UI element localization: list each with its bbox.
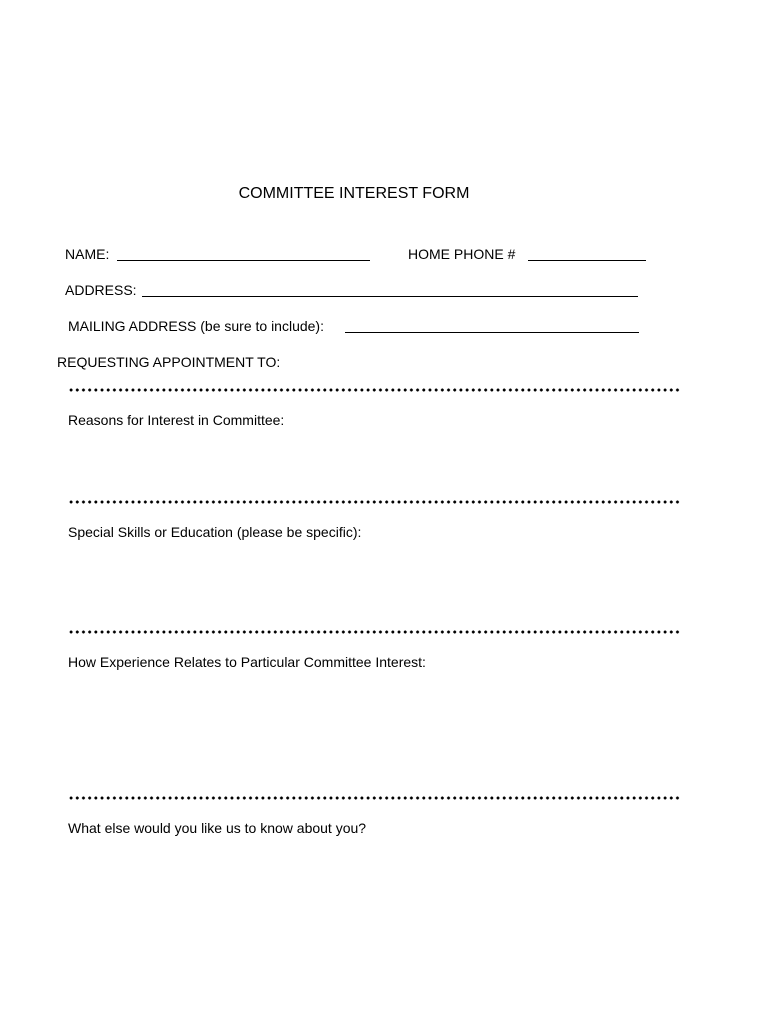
section-experience-label: How Experience Relates to Particular Committee Interest: [68,654,426,670]
address-label: ADDRESS: [65,282,137,298]
name-field-line[interactable] [117,260,370,261]
section-other-label: What else would you like us to know about you? [68,820,367,836]
home-phone-field-line[interactable] [528,260,646,261]
dotted-divider [68,388,682,392]
mailing-address-field-line[interactable] [345,332,639,333]
section-reasons-label: Reasons for Interest in Committee: [68,412,285,428]
dotted-divider [68,500,682,504]
mailing-address-label: MAILING ADDRESS (be sure to include): [68,318,324,334]
section-skills-label: Special Skills or Education (please be specific): [68,524,362,540]
name-label: NAME: [65,246,110,262]
dotted-divider [68,630,682,634]
requesting-appointment-label: REQUESTING APPOINTMENT TO: [57,354,281,370]
form-title: COMMITTEE INTEREST FORM [238,185,470,202]
address-field-line[interactable] [142,296,638,297]
dotted-divider [68,796,682,800]
home-phone-label: HOME PHONE # [408,246,516,262]
